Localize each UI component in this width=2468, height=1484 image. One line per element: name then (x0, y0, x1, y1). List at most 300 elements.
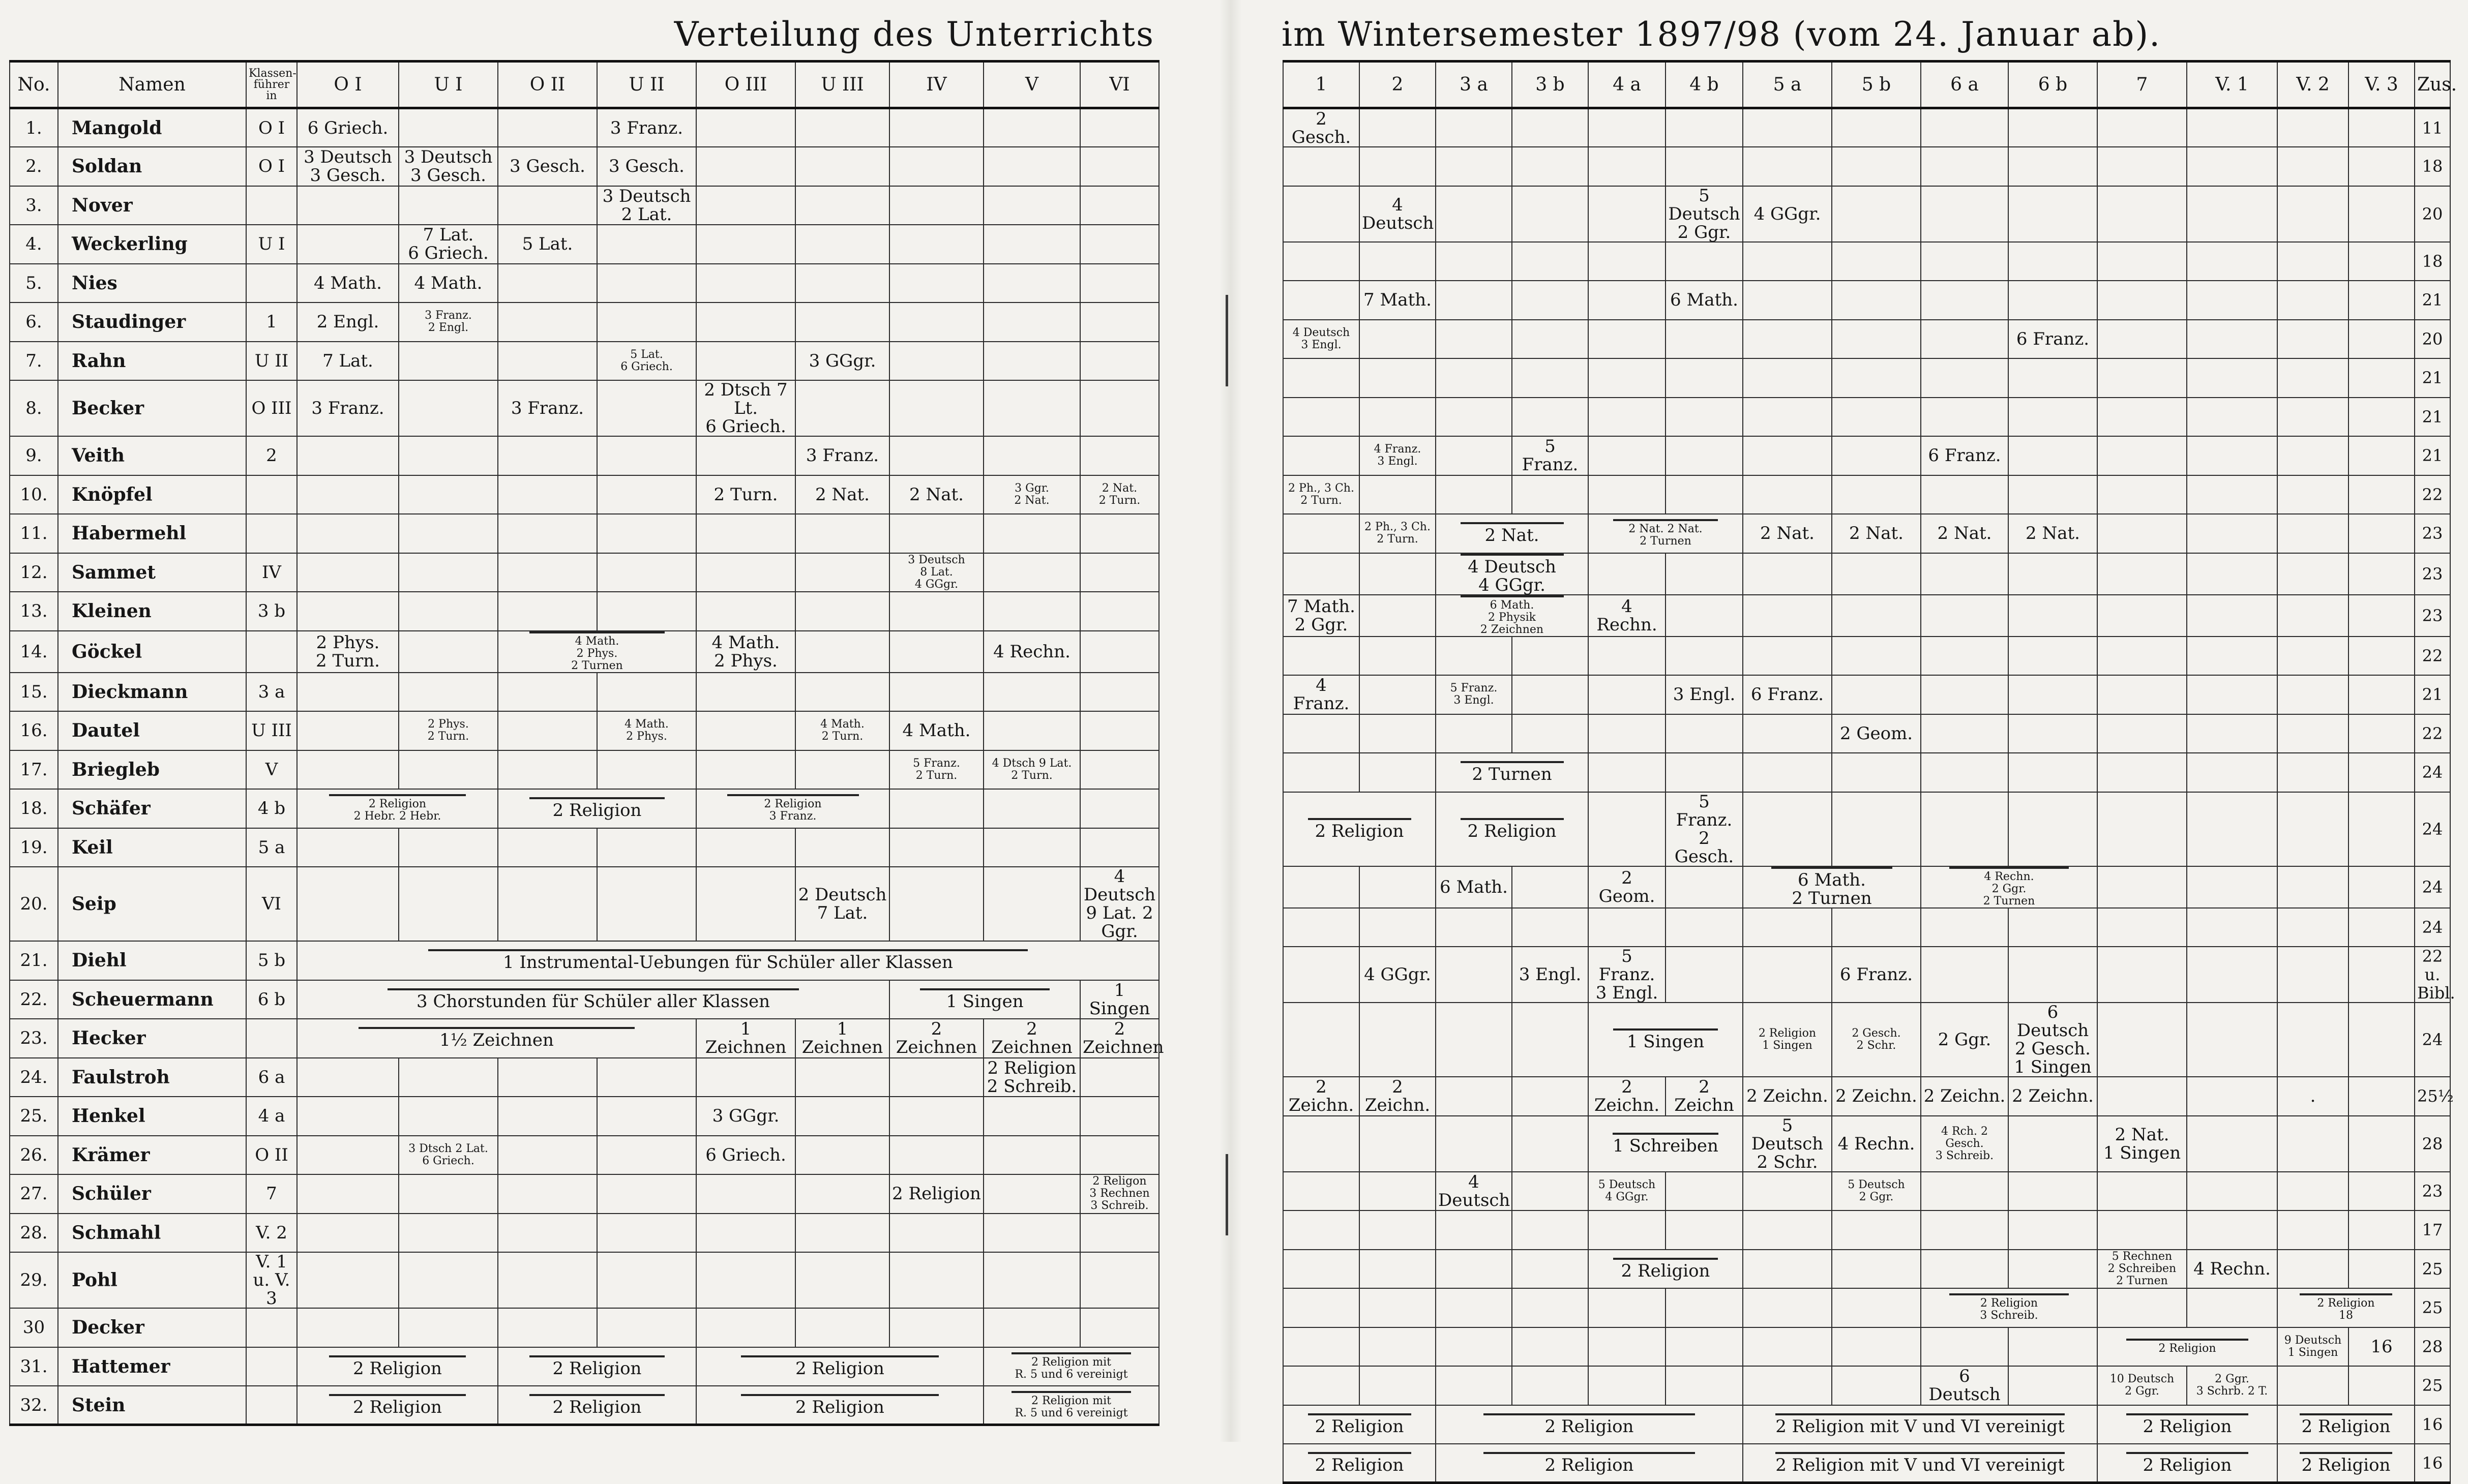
lesson-cell (984, 750, 1080, 790)
lesson-cell (597, 302, 696, 342)
lesson-cell (297, 1308, 399, 1347)
lesson-cell (2348, 358, 2415, 398)
teacher-name: Schüler (58, 1174, 246, 1214)
teacher-row-right (1283, 475, 2450, 514)
class-leader: V. 1 u. V. 3 (246, 1252, 297, 1308)
teacher-name: Dautel (58, 711, 246, 750)
lesson-cell (1359, 714, 1436, 753)
lesson-cell (1512, 1250, 1588, 1289)
lesson-cell (1080, 1019, 1164, 1058)
lesson-cell (399, 1252, 498, 1308)
staple-top (1226, 295, 1228, 386)
lesson-cell (889, 1097, 984, 1136)
lesson-cell (297, 631, 399, 673)
lesson-text: 2 Nat. 2 Turn. (1098, 481, 1141, 507)
lesson-text: 1 Singen (920, 988, 1050, 1011)
lesson-cell (2277, 753, 2348, 792)
lesson-text: 2 Religion mit R. 5 und 6 vereinigt (1012, 1352, 1131, 1381)
lesson-text: 5 Franz. 2 Gesch. (1674, 791, 1734, 867)
lesson-cell (1743, 792, 1832, 866)
lesson-text: 7 Math. 2 Ggr. (1287, 596, 1355, 635)
lesson-cell (1832, 147, 1921, 186)
lesson-cell (1080, 1174, 1159, 1214)
lesson-text: 2 Ggr. 3 Schrb. 2 T. (2196, 1373, 2268, 1398)
lesson-cell (399, 553, 498, 592)
weekly-total: 20 (2415, 186, 2450, 242)
lesson-cell (498, 108, 597, 147)
lesson-cell (1359, 753, 1436, 792)
lesson-text: 4 GGgr. (1364, 964, 1431, 985)
lesson-cell (1512, 108, 1588, 147)
lesson-cell (1588, 675, 1666, 714)
lesson-cell (2097, 1250, 2187, 1289)
lesson-text: 2 Ggr. (1938, 1029, 1991, 1050)
lesson-cell (2348, 753, 2415, 792)
lesson-text: 6 Math. (1670, 290, 1738, 311)
right-column-header: 4 a (1588, 62, 1666, 108)
lesson-cell (2097, 1116, 2187, 1172)
row-number: 10. (10, 475, 58, 514)
lesson-cell (1666, 1366, 1743, 1405)
lesson-cell (2348, 947, 2415, 1003)
lesson-cell (1283, 281, 1359, 320)
lesson-cell (1832, 320, 1921, 359)
teacher-row-right (1283, 1210, 2450, 1250)
lesson-cell (1359, 1003, 1436, 1077)
lesson-text: 5 Deutsch 2 Schr. (1751, 1115, 1824, 1172)
class-leader: U II (246, 342, 297, 381)
lesson-cell (1512, 1288, 1588, 1327)
lesson-cell (2097, 792, 2187, 866)
lesson-cell (498, 1252, 597, 1308)
lesson-cell (1588, 908, 1666, 947)
lesson-text: 2 Nat. 2 Nat. 2 Turnen (1613, 519, 1718, 548)
lesson-cell (1743, 1116, 1832, 1172)
teacher-name: Staudinger (58, 302, 246, 342)
lesson-cell (1588, 1116, 1743, 1172)
lesson-cell (889, 789, 984, 828)
lesson-cell (1283, 1288, 1359, 1327)
lesson-cell (1080, 673, 1159, 712)
lesson-cell (2187, 675, 2277, 714)
row-number: 11. (10, 514, 58, 553)
lesson-cell (1921, 1172, 2008, 1211)
teacher-row-right (1283, 514, 2450, 553)
lesson-cell (696, 302, 795, 342)
lesson-cell (2097, 514, 2187, 553)
lesson-cell (2277, 242, 2348, 281)
lesson-cell (1080, 380, 1159, 436)
teacher-name: Keil (58, 828, 246, 867)
teacher-row-left (10, 514, 1159, 553)
lesson-cell (984, 475, 1080, 514)
lesson-cell (1666, 1288, 1743, 1327)
lesson-text: 6 Franz. (1928, 445, 2001, 466)
lesson-cell (597, 342, 696, 381)
lesson-cell (1436, 753, 1588, 792)
class-leader (246, 264, 297, 303)
lesson-cell (1512, 1116, 1588, 1172)
lesson-cell (2187, 637, 2277, 676)
lesson-cell (795, 711, 889, 750)
lesson-cell (2348, 675, 2415, 714)
lesson-cell (2348, 1116, 2415, 1172)
lesson-cell (399, 302, 498, 342)
lesson-cell (795, 264, 889, 303)
lesson-cell (399, 1136, 498, 1175)
lesson-cell (1359, 436, 1436, 475)
lesson-cell (889, 1252, 984, 1308)
row-number: 20. (10, 867, 58, 941)
lesson-text: 2 Religion (529, 1355, 665, 1378)
lesson-cell (984, 1347, 1159, 1386)
lesson-cell (984, 380, 1080, 436)
teacher-row-right (1283, 1250, 2450, 1289)
row-number: 31. (10, 1347, 58, 1386)
lesson-cell (1283, 1077, 1359, 1116)
lesson-cell (1743, 186, 1832, 242)
lesson-text: 2 Nat. (909, 484, 964, 505)
class-leader (246, 1347, 297, 1386)
lesson-text: 2 Religion (529, 1394, 665, 1416)
lesson-cell (1283, 147, 1359, 186)
class-leader: O I (246, 147, 297, 186)
lesson-cell (984, 1136, 1080, 1175)
lesson-cell (1359, 1288, 1436, 1327)
lesson-cell (1512, 947, 1588, 1003)
teacher-name: Diehl (58, 941, 246, 980)
lesson-cell (984, 108, 1080, 147)
teacher-name: Nover (58, 186, 246, 225)
lesson-cell (795, 186, 889, 225)
lesson-cell (2187, 792, 2277, 866)
lesson-cell (498, 1308, 597, 1347)
lesson-cell (1921, 475, 2008, 514)
lesson-cell (1588, 792, 1666, 866)
lesson-cell (2008, 514, 2097, 553)
lesson-cell (1080, 147, 1159, 186)
lesson-cell (1666, 637, 1743, 676)
lesson-cell (1921, 398, 2008, 437)
lesson-cell (1436, 514, 1588, 553)
lesson-text: 6 Deutsch (1928, 1366, 2001, 1405)
lesson-cell (1743, 358, 1832, 398)
lesson-cell (2348, 320, 2415, 359)
lesson-cell (297, 380, 399, 436)
lesson-cell (1359, 108, 1436, 147)
lesson-cell (2187, 281, 2277, 320)
row-number: 25. (10, 1097, 58, 1136)
lesson-cell (2277, 714, 2348, 753)
teacher-row-left (10, 711, 1159, 750)
right-column-header: 6 b (2008, 62, 2097, 108)
lesson-text: 5 Franz. 2 Turn. (913, 756, 960, 782)
weekly-total: 25 (2415, 1250, 2450, 1289)
row-number: 14. (10, 631, 58, 673)
lesson-cell (1743, 553, 1832, 595)
lesson-cell (696, 1347, 984, 1386)
lesson-cell (2348, 1250, 2415, 1289)
lesson-cell (2187, 1288, 2277, 1327)
right-column-header: 6 a (1921, 62, 2008, 108)
lesson-cell (2097, 1366, 2187, 1405)
lesson-cell (889, 1019, 984, 1058)
weekly-total: 21 (2415, 398, 2450, 437)
lesson-cell (1436, 475, 1512, 514)
lesson-cell (1359, 398, 1436, 437)
lesson-text: 2 Religion (741, 1394, 939, 1416)
teacher-row-left (10, 1214, 1159, 1253)
lesson-cell (1283, 947, 1359, 1003)
lesson-text: 3 Gesch. (510, 156, 585, 177)
lesson-cell (1743, 1366, 1832, 1405)
lesson-cell (889, 631, 984, 673)
lesson-cell (597, 1097, 696, 1136)
lesson-text: 4 Rechn. (2193, 1258, 2271, 1279)
lesson-cell (1743, 514, 1832, 553)
lesson-cell (1436, 1003, 1512, 1077)
teacher-row-right (1283, 675, 2450, 714)
lesson-cell (297, 789, 498, 828)
weekly-total: 22 u. Bibl. (2415, 947, 2450, 1003)
lesson-text: 6 Math. 2 Turnen (1771, 867, 1892, 907)
lesson-text: 6 Deutsch 2 Gesch. 1 Singen (2014, 1002, 2092, 1077)
left-column-header: IV (889, 62, 984, 108)
lesson-text: 2 Turnen (1461, 761, 1564, 783)
lesson-cell (696, 1058, 795, 1097)
lesson-cell (1436, 186, 1512, 242)
lesson-cell (498, 436, 597, 475)
lesson-text: 6 Math. 2 Physik 2 Zeichnen (1461, 595, 1564, 636)
lesson-cell (1588, 637, 1666, 676)
lesson-cell (1080, 789, 1159, 828)
row-number: 5. (10, 264, 58, 303)
lesson-cell (2277, 1405, 2415, 1444)
lesson-cell (1743, 475, 1832, 514)
lesson-cell (1512, 908, 1588, 947)
lesson-text: 6 Franz. (1750, 684, 1824, 705)
lesson-cell (498, 1136, 597, 1175)
lesson-cell (984, 592, 1080, 631)
lesson-text: 2 Turn. (713, 484, 778, 505)
lesson-cell (1512, 714, 1588, 753)
right-header-row (1283, 62, 2450, 108)
lesson-cell (1283, 1405, 1436, 1444)
lesson-cell (1743, 947, 1832, 1003)
row-number: 27. (10, 1174, 58, 1214)
lesson-cell (597, 1252, 696, 1308)
row-number: 29. (10, 1252, 58, 1308)
lesson-cell (498, 1174, 597, 1214)
lesson-cell (1436, 1250, 1512, 1289)
lesson-text: 1½ Zeichnen (359, 1027, 635, 1049)
lesson-cell (1283, 595, 1359, 637)
lesson-cell (297, 1347, 498, 1386)
lesson-cell (399, 108, 498, 147)
lesson-cell (984, 631, 1080, 673)
lesson-cell (984, 342, 1080, 381)
row-number: 15. (10, 673, 58, 712)
left-distribution-table (9, 60, 1164, 1426)
lesson-cell (696, 828, 795, 867)
lesson-cell (2097, 242, 2187, 281)
lesson-cell (1588, 1288, 1666, 1327)
lesson-cell (696, 1308, 795, 1347)
lesson-cell (2277, 1366, 2348, 1405)
lesson-cell (1666, 186, 1743, 242)
lesson-cell (2008, 186, 2097, 242)
lesson-cell (1436, 147, 1512, 186)
lesson-cell (1080, 186, 1159, 225)
lesson-cell (1283, 398, 1359, 437)
left-column-header: Klassen- führer in (246, 62, 297, 108)
lesson-cell (889, 1136, 984, 1175)
lesson-cell (1832, 186, 1921, 242)
lesson-cell (984, 553, 1080, 592)
teacher-row-left (10, 1058, 1159, 1097)
class-leader: 7 (246, 1174, 297, 1214)
teacher-name: Soldan (58, 147, 246, 186)
lesson-cell (1080, 514, 1159, 553)
lesson-text: 2 Religion (1483, 1413, 1695, 1436)
lesson-cell (399, 1058, 498, 1097)
lesson-cell (1080, 980, 1159, 1019)
lesson-cell (889, 673, 984, 712)
weekly-total: 21 (2415, 675, 2450, 714)
lesson-cell (2097, 637, 2187, 676)
lesson-cell (2097, 1444, 2277, 1483)
lesson-cell (1359, 595, 1436, 637)
lesson-cell (2277, 475, 2348, 514)
teacher-row-left (10, 186, 1159, 225)
lesson-cell (1588, 281, 1666, 320)
lesson-cell (696, 1214, 795, 1253)
lesson-cell (1436, 108, 1512, 147)
staple-bottom (1226, 1154, 1228, 1235)
teacher-name: Nies (58, 264, 246, 303)
lesson-cell (2348, 475, 2415, 514)
class-leader: U I (246, 225, 297, 264)
book-gutter (1220, 0, 1242, 1442)
lesson-cell (399, 1097, 498, 1136)
lesson-cell (2348, 1077, 2415, 1116)
lesson-text: 2 Religion 3 Schreib. (1949, 1293, 2069, 1322)
lesson-cell (1283, 1172, 1359, 1211)
lesson-cell (2277, 281, 2348, 320)
lesson-cell (1832, 436, 1921, 475)
lesson-cell (696, 750, 795, 790)
lesson-cell (1832, 792, 1921, 866)
lesson-cell (399, 264, 498, 303)
lesson-cell (889, 867, 984, 941)
lesson-cell (1512, 281, 1588, 320)
lesson-cell (1080, 1058, 1159, 1097)
lesson-cell (597, 380, 696, 436)
lesson-cell (1832, 1288, 1921, 1327)
lesson-cell (1359, 1210, 1436, 1250)
weekly-total: 24 (2415, 1003, 2450, 1077)
lesson-cell (889, 980, 1080, 1019)
lesson-cell (498, 867, 597, 941)
lesson-cell (399, 147, 498, 186)
right-column-header: V. 3 (2348, 62, 2415, 108)
lesson-cell (1666, 1210, 1743, 1250)
lesson-cell (1436, 358, 1512, 398)
lesson-text: 4 Rechn. (1837, 1133, 1915, 1154)
class-leader: U III (246, 711, 297, 750)
row-number: 3. (10, 186, 58, 225)
lesson-cell (1666, 147, 1743, 186)
lesson-cell (2097, 1405, 2277, 1444)
class-leader: 3 b (246, 592, 297, 631)
lesson-cell (2097, 947, 2187, 1003)
lesson-cell (297, 225, 399, 264)
lesson-cell (297, 980, 889, 1019)
lesson-cell (2277, 595, 2348, 637)
lesson-text: 2 Ph., 3 Ch. 2 Turn. (1288, 481, 1354, 507)
lesson-cell (1436, 1405, 1743, 1444)
lesson-cell (1080, 264, 1159, 303)
lesson-cell (2187, 1077, 2277, 1116)
teacher-name: Dieckmann (58, 673, 246, 712)
lesson-cell (399, 1214, 498, 1253)
lesson-cell (984, 1386, 1159, 1425)
lesson-cell (1080, 1214, 1159, 1253)
lesson-cell (498, 302, 597, 342)
row-number: 26. (10, 1136, 58, 1175)
lesson-cell (2097, 1077, 2187, 1116)
lesson-cell (2348, 553, 2415, 595)
lesson-text: 16 (2370, 1336, 2393, 1357)
class-leader: O III (246, 380, 297, 436)
lesson-cell (2348, 1172, 2415, 1211)
lesson-cell (2348, 514, 2415, 553)
class-leader: 6 a (246, 1058, 297, 1097)
lesson-cell (1512, 186, 1588, 242)
lesson-cell (498, 828, 597, 867)
lesson-cell (297, 867, 399, 941)
lesson-text: 2 Religion mit V und VI vereinigt (1775, 1452, 2065, 1474)
lesson-cell (696, 475, 795, 514)
lesson-cell (696, 789, 889, 828)
lesson-cell (2277, 553, 2348, 595)
lesson-cell (1080, 631, 1159, 673)
lesson-text: 6 Griech. (705, 1144, 786, 1165)
lesson-cell (2277, 514, 2348, 553)
lesson-cell (2348, 398, 2415, 437)
lesson-cell (1512, 475, 1588, 514)
lesson-cell (1666, 1172, 1743, 1211)
lesson-text: 3 Deutsch 2 Lat. (602, 186, 691, 225)
lesson-text: 4 Rch. 2 Gesch. 3 Schreib. (1935, 1125, 1994, 1162)
row-number: 1. (10, 108, 58, 147)
lesson-cell (1743, 908, 1832, 947)
lesson-text: 3 Deutsch 3 Gesch. (304, 147, 392, 186)
lesson-cell (1283, 186, 1359, 242)
lesson-cell (1436, 947, 1512, 1003)
lesson-cell (1832, 281, 1921, 320)
class-leader (246, 186, 297, 225)
left-column-header: Namen (58, 62, 246, 108)
lesson-cell (1080, 475, 1159, 514)
weekly-total: 23 (2415, 514, 2450, 553)
row-number: 6. (10, 302, 58, 342)
lesson-cell (1436, 637, 1512, 676)
lesson-cell (1743, 242, 1832, 281)
teacher-row-right (1283, 1288, 2450, 1327)
lesson-cell (1512, 242, 1588, 281)
lesson-cell (795, 1058, 889, 1097)
